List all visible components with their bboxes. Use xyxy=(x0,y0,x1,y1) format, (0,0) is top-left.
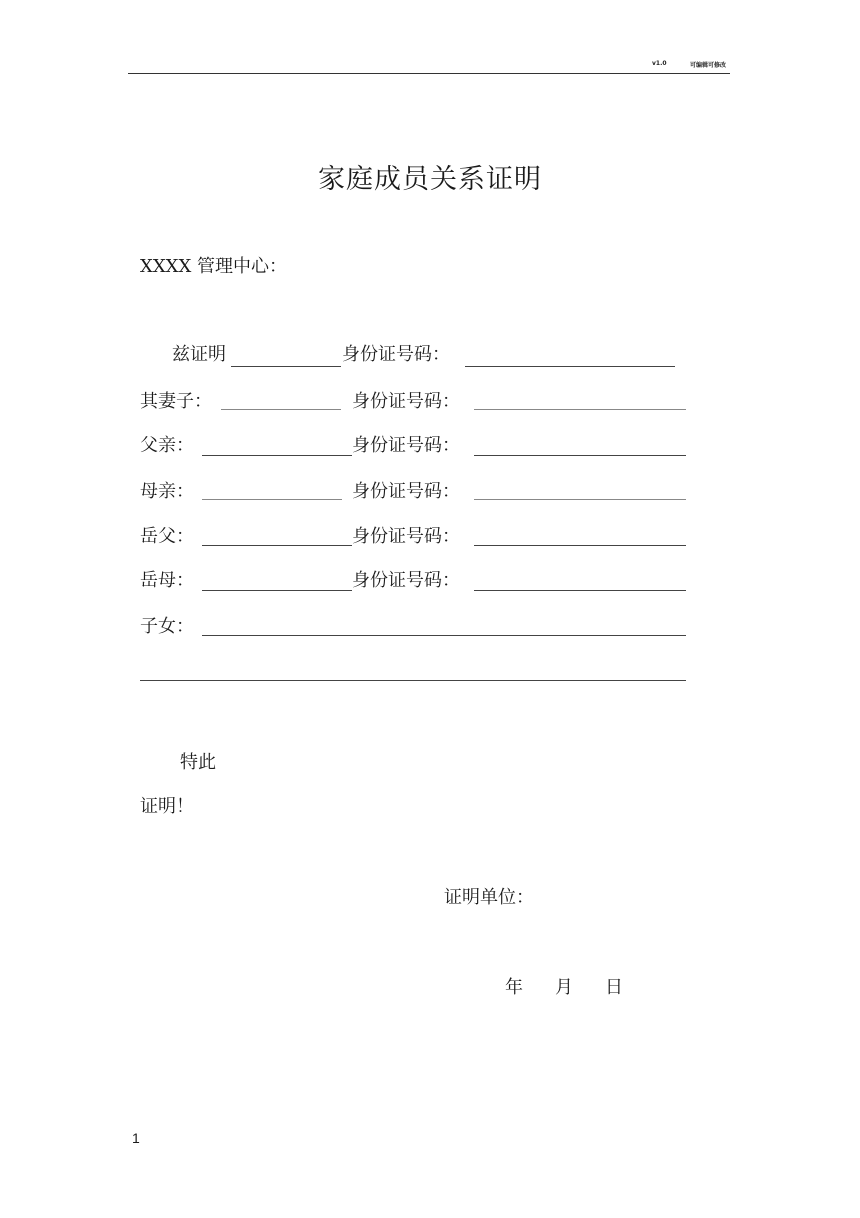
header-rule xyxy=(128,73,730,74)
children-label: 子女： xyxy=(140,616,194,637)
row-mother-id-label: 身份证号码： xyxy=(352,481,460,502)
row-mother-label: 母亲： xyxy=(140,481,194,502)
page-number: 1 xyxy=(132,1130,140,1146)
row-certify-label: 兹证明 xyxy=(172,344,226,365)
row-father-id-blank[interactable] xyxy=(474,455,686,456)
date-month: 月 xyxy=(555,977,573,998)
row-father-name-blank[interactable] xyxy=(202,455,352,456)
row-father-in-law-id-blank[interactable] xyxy=(474,545,686,546)
children-blank[interactable] xyxy=(202,635,686,636)
row-father-in-law-name-blank[interactable] xyxy=(202,545,352,546)
row-father-label: 父亲： xyxy=(140,435,194,456)
row-mother-in-law-id-blank[interactable] xyxy=(474,590,686,591)
row-father-in-law-label: 岳父： xyxy=(140,526,194,547)
row-certify-name-blank[interactable] xyxy=(231,366,341,367)
row-wife-id-blank[interactable] xyxy=(474,409,686,410)
issuer-label: 证明单位： xyxy=(444,887,534,908)
row-wife-name-blank[interactable] xyxy=(221,409,341,410)
row-wife-label: 其妻子： xyxy=(140,391,212,412)
row-certify-id-label: 身份证号码： xyxy=(342,344,450,365)
closing-line-1: 特此 xyxy=(180,752,216,773)
row-mother-in-law-label: 岳母： xyxy=(140,570,194,591)
row-wife-id-label: 身份证号码： xyxy=(352,391,460,412)
children-continuation-blank[interactable] xyxy=(140,680,686,681)
header-note: 可编辑可修改 xyxy=(690,62,727,69)
row-mother-name-blank[interactable] xyxy=(202,499,342,500)
header-version: v1.0 xyxy=(652,60,667,67)
document-title: 家庭成员关系证明 xyxy=(318,164,542,195)
row-father-id-label: 身份证号码： xyxy=(352,435,460,456)
row-father-in-law-id-label: 身份证号码： xyxy=(352,526,460,547)
closing-line-2: 证明！ xyxy=(140,796,194,817)
row-mother-in-law-id-label: 身份证号码： xyxy=(352,570,460,591)
date-day: 日 xyxy=(605,977,623,998)
row-certify-id-blank[interactable] xyxy=(465,366,675,367)
row-mother-id-blank[interactable] xyxy=(474,499,686,500)
row-mother-in-law-name-blank[interactable] xyxy=(202,590,352,591)
date-year: 年 xyxy=(505,977,523,998)
addressee: XXXX 管理中心： xyxy=(140,256,287,277)
